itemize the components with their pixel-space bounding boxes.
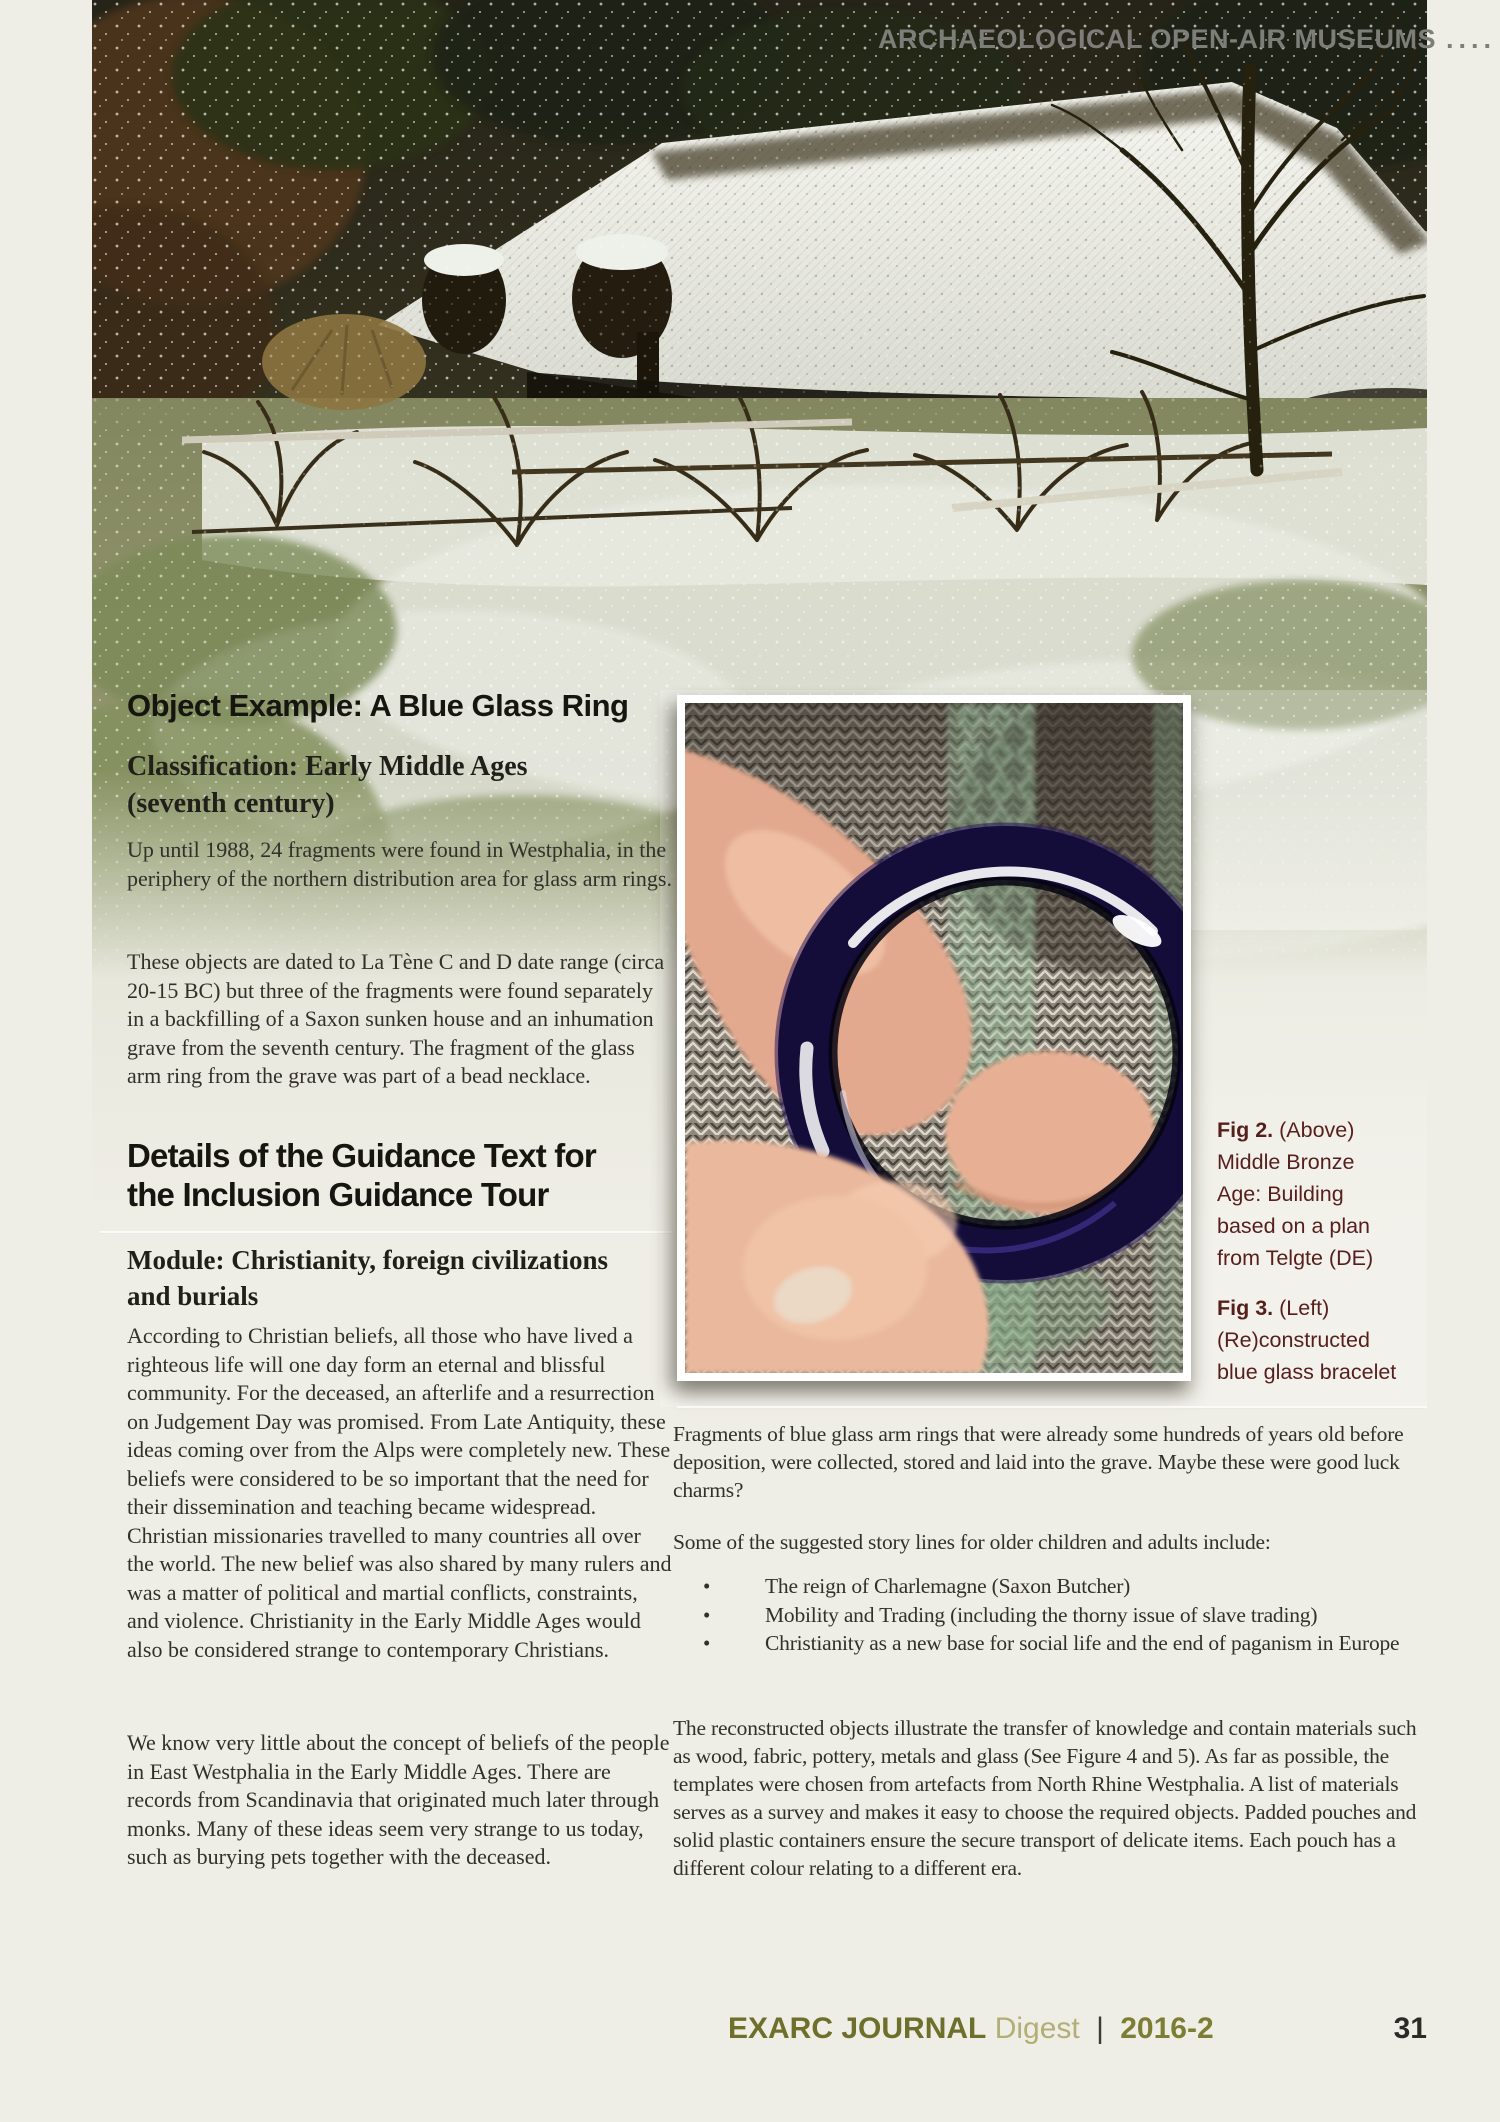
page-number: 31 — [1393, 2012, 1427, 2045]
caption-fig2 — [1217, 1114, 1427, 1274]
heading-guidance-details-line1: Details of the Guidance Text for — [127, 1137, 596, 1174]
caption-fig2-line1: Fig 2. (Above) — [1217, 1118, 1355, 1142]
subheading-classification-line2: (seventh century) — [127, 788, 335, 819]
running-head — [0, 24, 1496, 55]
footer-separator: | — [1096, 2012, 1104, 2045]
running-head-title: ARCHAEOLOGICAL OPEN-AIR MUSEUMS — [877, 24, 1436, 54]
paragraph-objects-dated: These objects are dated to La Tène C and D date range (circa 20-15 BC) but three of the fragments were found separately in a backfilling of a Saxon sunken house and an inhumation grave from the seventh century. The fragment of the glass arm ring from the grave was part of a bead necklace. — [127, 949, 665, 1088]
caption-fig2-label: Fig 2. — [1217, 1118, 1274, 1142]
caption-fig3 — [1217, 1292, 1427, 1388]
list-item: • Christianity as a new base for social life and the end of paganism in Europe — [673, 1629, 1421, 1658]
subheading-module — [127, 1242, 608, 1314]
ring-photo — [677, 695, 1191, 1381]
footer-digest-label: Digest — [994, 2012, 1080, 2045]
subheading-classification — [127, 748, 528, 822]
heading-guidance-details — [127, 1136, 596, 1214]
caption-fig2-line2: Middle Bronze — [1217, 1150, 1355, 1174]
section-divider-right — [677, 1406, 1427, 1409]
caption-fig3-label: Fig 3. — [1217, 1296, 1274, 1320]
caption-fig2-line4: based on a plan — [1217, 1214, 1371, 1238]
paragraph-story-lines: Some of the suggested story lines for older children and adults include: — [673, 1530, 1271, 1554]
list-item: • The reign of Charlemagne (Saxon Butcher) — [673, 1572, 1421, 1601]
heading-guidance-details-line2: the Inclusion Guidance Tour — [127, 1176, 549, 1213]
paragraph-christian-beliefs: According to Christian beliefs, all those who have lived a righteous life will one day form an eternal and blissful community. For the deceased, an afterlife and a resurrection on Judgement Day was promised. From Late Antiquity, these ideas coming over from the Alps were completely new. These beliefs were considered to be so important that the need for their dissemination and teaching became widespread. Christian missionaries travelled to many countries all over the world. The new belief was also shared by many rulers and was a matter of political and martial conflicts, constraints, and violence. Christianity in the Early Middle Ages would also be considered strange to contemporary Christians. — [127, 1323, 672, 1662]
footer-journal-name: EXARC JOURNAL — [728, 2012, 987, 2045]
paragraph-we-know-little: We know very little about the concept of beliefs of the people in East Westphalia in the Early Middle Ages. There are records from Scandinavia that originated much later through monks. Many of these ideas seem very strange to us today, such as burying pets together with the deceased. — [127, 1730, 670, 1869]
section-divider-left — [100, 1231, 672, 1234]
paragraph-fragments-found: Up until 1988, 24 fragments were found in Westphalia, in the periphery of the northern distribution area for glass arm rings. — [127, 837, 672, 891]
caption-fig3-line2: (Re)constructed — [1217, 1328, 1370, 1352]
list-item: • Mobility and Trading (including the thorny issue of slave trading) — [673, 1601, 1421, 1630]
subheading-module-line1: Module: Christianity, foreign civilizations — [127, 1245, 608, 1275]
running-head-dots: .... — [1445, 24, 1496, 54]
paragraph-blue-fragments: Fragments of blue glass arm rings that were already some hundreds of years old before deposition, were collected, stored and laid into the grave. Maybe these were good luck charms? — [673, 1422, 1404, 1502]
caption-fig2-line3: Age: Building — [1217, 1182, 1344, 1206]
caption-fig2-line5: from Telgte (DE) — [1217, 1246, 1374, 1270]
heading-object-example: Object Example: A Blue Glass Ring — [127, 688, 629, 723]
subheading-module-line2: and burials — [127, 1281, 259, 1311]
story-lines-list — [673, 1572, 1421, 1658]
footer — [728, 2012, 1214, 2046]
footer-issue: 2016-2 — [1120, 2012, 1214, 2045]
paragraph-reconstructed-objects: The reconstructed objects illustrate the transfer of knowledge and contain materials such as wood, fabric, pottery, metals and glass (See Figure 4 and 5). As far as possible, the templates were chosen from artefacts from North Rhine Westphalia. A list of materials serves as a survey and makes it easy to choose the required objects. Padded pouches and solid plastic containers ensure the secure transport of delicate items. Each pouch has a different colour relating to a different era. — [673, 1716, 1417, 1880]
caption-fig3-line1: Fig 3. (Left) — [1217, 1296, 1330, 1320]
caption-fig3-line3: blue glass bracelet — [1217, 1360, 1397, 1384]
ring-photo-art — [685, 703, 1183, 1373]
subheading-classification-line1: Classification: Early Middle Ages — [127, 751, 528, 782]
